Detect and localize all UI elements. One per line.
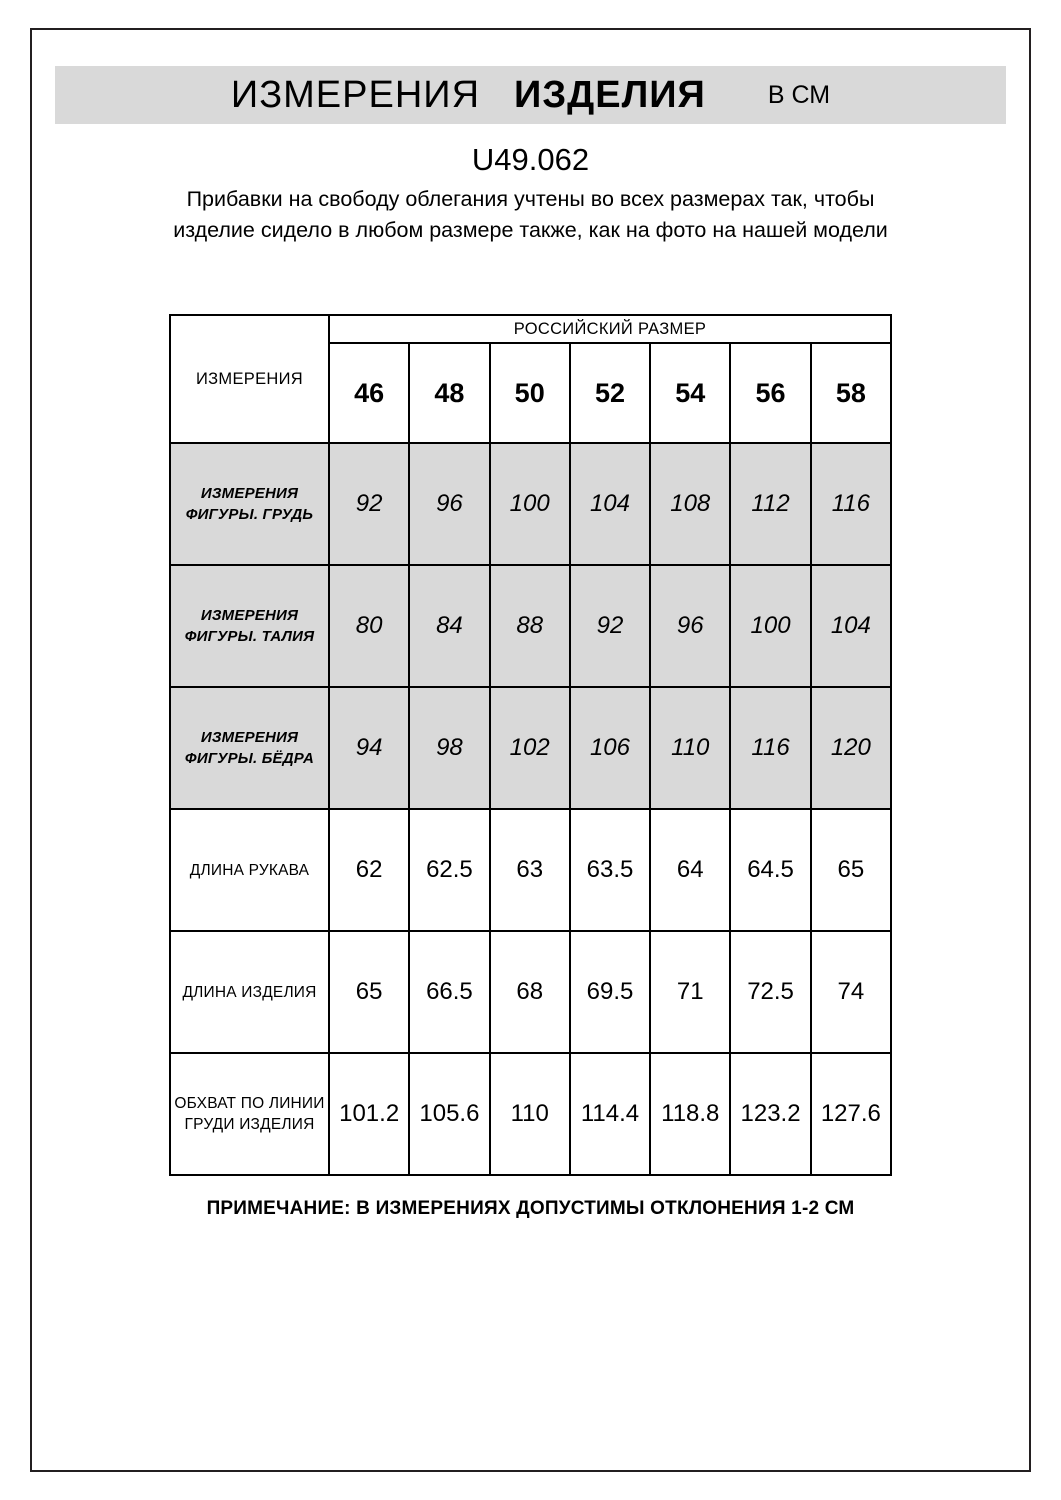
cell-sleeve-48: 62.5 <box>409 809 489 931</box>
row-label-product-chest-girth: ОБХВАТ ПО ЛИНИИ ГРУДИ ИЗДЕЛИЯ <box>170 1053 329 1175</box>
cell-hips-58: 120 <box>811 687 891 809</box>
cell-chest-54: 108 <box>650 443 730 565</box>
cell-girth-58: 127.6 <box>811 1053 891 1175</box>
size-header-58: 58 <box>811 343 891 443</box>
cell-length-56: 72.5 <box>730 931 810 1053</box>
cell-hips-50: 102 <box>490 687 570 809</box>
cell-waist-48: 84 <box>409 565 489 687</box>
cell-hips-52: 106 <box>570 687 650 809</box>
table-row <box>170 809 891 931</box>
title-product: ИЗДЕЛИЯ <box>514 73 706 116</box>
size-header-50: 50 <box>490 343 570 443</box>
cell-chest-48: 96 <box>409 443 489 565</box>
table-row <box>170 443 891 565</box>
row-label-product-length: ДЛИНА ИЗДЕЛИЯ <box>170 931 329 1053</box>
cell-chest-58: 116 <box>811 443 891 565</box>
cell-length-58: 74 <box>811 931 891 1053</box>
table-header-group-row <box>170 315 891 343</box>
cell-waist-46: 80 <box>329 565 409 687</box>
cell-sleeve-54: 64 <box>650 809 730 931</box>
title-bar <box>55 66 1006 124</box>
cell-girth-54: 118.8 <box>650 1053 730 1175</box>
table-row <box>170 931 891 1053</box>
cell-sleeve-56: 64.5 <box>730 809 810 931</box>
cell-chest-50: 100 <box>490 443 570 565</box>
cell-chest-52: 104 <box>570 443 650 565</box>
size-header-48: 48 <box>409 343 489 443</box>
cell-hips-46: 94 <box>329 687 409 809</box>
cell-waist-58: 104 <box>811 565 891 687</box>
cell-length-54: 71 <box>650 931 730 1053</box>
cell-hips-48: 98 <box>409 687 489 809</box>
size-header-52: 52 <box>570 343 650 443</box>
tolerance-note: ПРИМЕЧАНИЕ: В ИЗМЕРЕНИЯХ ДОПУСТИМЫ ОТКЛОНЕНИЯ 1-2 СМ <box>206 1198 855 1219</box>
cell-hips-56: 116 <box>730 687 810 809</box>
measurements-header-cell: ИЗМЕРЕНИЯ <box>170 315 329 443</box>
fit-note: Прибавки на свободу облегания учтены во всех размерах так, чтобы изделие сидело в любом размере также, как на фото на нашей модели <box>173 187 888 242</box>
cell-girth-50: 110 <box>490 1053 570 1175</box>
row-label-chest-body: ИЗМЕРЕНИЯ ФИГУРЫ. ГРУДЬ <box>170 443 329 565</box>
cell-sleeve-46: 62 <box>329 809 409 931</box>
cell-length-46: 65 <box>329 931 409 1053</box>
cell-waist-50: 88 <box>490 565 570 687</box>
row-label-waist-body: ИЗМЕРЕНИЯ ФИГУРЫ. ТАЛИЯ <box>170 565 329 687</box>
title-measurements: ИЗМЕРЕНИЯ <box>230 73 481 116</box>
cell-length-48: 66.5 <box>409 931 489 1053</box>
cell-girth-56: 123.2 <box>730 1053 810 1175</box>
cell-chest-56: 112 <box>730 443 810 565</box>
row-label-hips-body: ИЗМЕРЕНИЯ ФИГУРЫ. БЁДРА <box>170 687 329 809</box>
size-header-56: 56 <box>730 343 810 443</box>
cell-girth-52: 114.4 <box>570 1053 650 1175</box>
size-table <box>169 314 892 1176</box>
cell-waist-56: 100 <box>730 565 810 687</box>
page-content <box>30 28 1031 1220</box>
size-group-header: РОССИЙСКИЙ РАЗМЕР <box>329 315 891 343</box>
size-header-54: 54 <box>650 343 730 443</box>
cell-waist-54: 96 <box>650 565 730 687</box>
cell-girth-46: 101.2 <box>329 1053 409 1175</box>
cell-girth-48: 105.6 <box>409 1053 489 1175</box>
product-code: U49.062 <box>471 142 590 177</box>
cell-chest-46: 92 <box>329 443 409 565</box>
cell-length-50: 68 <box>490 931 570 1053</box>
cell-sleeve-50: 63 <box>490 809 570 931</box>
table-row <box>170 687 891 809</box>
cell-hips-54: 110 <box>650 687 730 809</box>
table-row <box>170 1053 891 1175</box>
row-label-sleeve-length: ДЛИНА РУКАВА <box>170 809 329 931</box>
size-header-46: 46 <box>329 343 409 443</box>
cell-waist-52: 92 <box>570 565 650 687</box>
title-unit: В СМ <box>767 80 831 109</box>
table-row <box>170 565 891 687</box>
cell-sleeve-52: 63.5 <box>570 809 650 931</box>
cell-length-52: 69.5 <box>570 931 650 1053</box>
cell-sleeve-58: 65 <box>811 809 891 931</box>
